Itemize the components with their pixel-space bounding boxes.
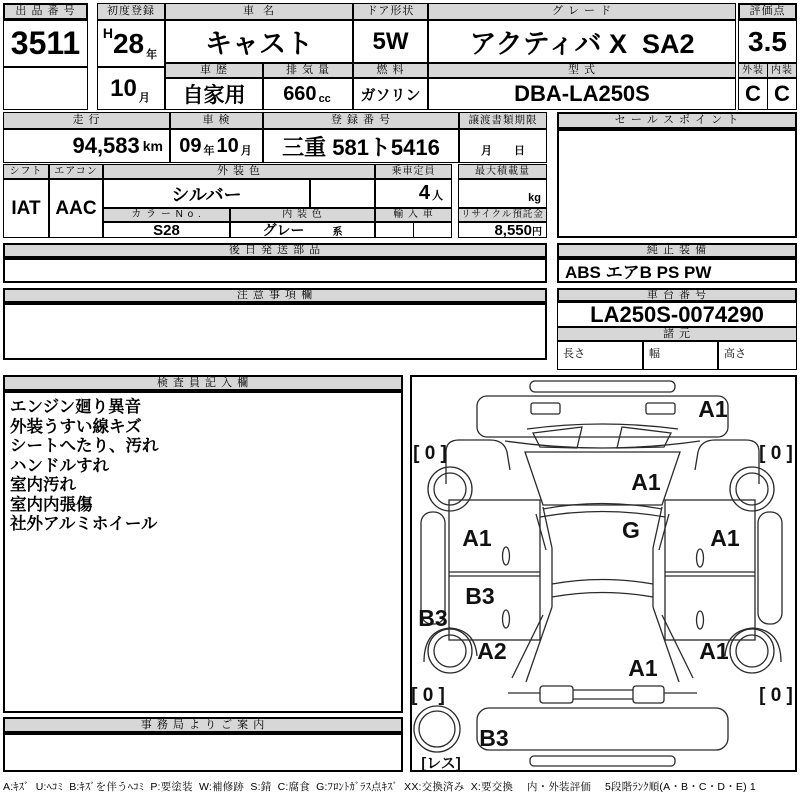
displacement-value	[263, 78, 353, 110]
capacity-value	[375, 179, 452, 208]
interior-color-header: 内 装 色	[230, 208, 375, 222]
model-code-header: 型 式	[428, 63, 736, 78]
right-front-door-code: A1	[710, 525, 740, 551]
spec-length-cell: 長さ	[557, 341, 643, 370]
inspector-note-line: ハンドルすれ	[10, 456, 109, 475]
color-no-header: カ ラ ー N o .	[103, 208, 230, 222]
exterior-grade-header: 外装	[738, 63, 768, 78]
sales-point-header: セ ー ル ス ポ イ ン ト	[557, 112, 797, 129]
first-reg-month-num: 10	[110, 74, 137, 102]
office-info-box	[3, 733, 403, 772]
oem-equipment-header: 純 正 装 備	[557, 243, 797, 258]
exterior-color-header: 外 装 色	[103, 164, 375, 179]
car-outline	[414, 381, 782, 766]
windshield-code: G	[622, 517, 640, 543]
score-value: 3.5	[738, 20, 797, 63]
fuel-value: ガソリン	[353, 78, 428, 110]
chassis-no-value: LA250S-0074290	[557, 302, 797, 327]
hood-code: A1	[631, 469, 661, 495]
transfer-deadline-value: 月 日	[459, 129, 547, 163]
right-rear-wheel-code: A1	[699, 638, 729, 664]
specs-header: 諸 元	[557, 327, 797, 341]
mileage-header: 走 行	[3, 112, 170, 129]
mileage-value	[3, 129, 170, 163]
shaken-year-suffix: 年	[203, 145, 215, 157]
mileage-num: 94,583	[72, 133, 140, 158]
car-damage-diagram	[412, 377, 795, 770]
front-bumper-code: A1	[698, 396, 728, 422]
aircon-value: AAC	[49, 179, 103, 238]
inspector-note-line: 外装うすい線キズ	[10, 417, 142, 436]
import-car-header: 輸 入 車	[375, 208, 452, 222]
car-name-value: キャスト	[165, 20, 353, 63]
first-registration-month	[97, 67, 165, 110]
rear-right-tread: [ 0 ]	[759, 685, 793, 706]
car-history-value: 自家用	[165, 78, 263, 110]
left-rear-door-code: B3	[465, 583, 495, 609]
notes-header: 注 意 事 項 欄	[3, 288, 547, 303]
mileage-unit: km	[142, 138, 163, 154]
rear-bumper-code: B3	[479, 725, 509, 751]
grade-value: アクティバ X SA2	[428, 20, 736, 63]
color-no-value: S28	[103, 222, 230, 238]
inspector-note-line: 室内汚れ	[10, 476, 76, 494]
year-suffix: 年	[146, 49, 158, 61]
inspector-note-line: エンジン廻り異音	[10, 398, 142, 416]
interior-color-name: グレー	[262, 222, 305, 238]
inspector-note-line: シートへたり、汚れ	[10, 437, 159, 455]
capacity-unit: 人	[432, 190, 443, 202]
chassis-no-header: 車 台 番 号	[557, 288, 797, 302]
recycle-deposit-value	[458, 222, 547, 238]
auction-no-header: 出 品 番 号	[3, 3, 88, 20]
recycle-deposit-header: リサイクル預託金	[458, 208, 547, 222]
left-rear-wheel-code: A2	[477, 638, 507, 664]
max-load-value	[458, 179, 547, 208]
displacement-num: 660	[283, 82, 317, 105]
door-shape-value: 5W	[353, 20, 428, 63]
aircon-header: エアコン	[49, 164, 103, 179]
shift-value: IAT	[3, 179, 49, 238]
shaken-month: 10	[216, 134, 239, 157]
left-rocker-code: B3	[418, 605, 448, 631]
exterior-grade-value: C	[738, 78, 768, 110]
displacement-unit: cc	[318, 93, 331, 105]
max-load-unit: kg	[528, 192, 541, 204]
shaken-header: 車 検	[170, 112, 263, 129]
rear-left-tread: [ 0 ]	[412, 685, 445, 706]
car-history-header: 車 歴	[165, 63, 263, 78]
registration-no-value: 三重 581ト5416	[263, 129, 459, 163]
first-registration-year	[97, 20, 165, 67]
inspector-note-line: 室内内張傷	[10, 495, 93, 514]
spec-height-cell: 高さ	[718, 341, 797, 370]
exterior-color-empty-cell	[310, 179, 375, 208]
door-shape-header: ドア形状	[353, 3, 428, 20]
import-car-empty-cell-1	[375, 222, 414, 238]
sales-point-box	[557, 129, 797, 238]
later-parts-header: 後 日 発 送 部 品	[3, 243, 547, 258]
displacement-header: 排 気 量	[263, 63, 353, 78]
front-right-tread: [ 0 ]	[759, 443, 793, 464]
recycle-num: 8,550	[494, 221, 532, 239]
damage-diagram-box	[410, 375, 797, 772]
inspector-note-line: 社外アルミホイール	[10, 515, 158, 533]
inspector-notes-box	[3, 391, 403, 713]
first-reg-year-num: 28	[112, 27, 145, 59]
transfer-deadline-header: 譲渡書類期限	[459, 112, 547, 129]
capacity-header: 乗車定員	[375, 164, 452, 179]
first-registration-header: 初度登録	[97, 3, 165, 20]
grade-header: グ レ ー ド	[428, 3, 736, 20]
score-header: 評価点	[738, 3, 797, 20]
car-name-header: 車 名	[165, 3, 353, 20]
registration-no-header: 登 録 番 号	[263, 112, 459, 129]
later-parts-box	[3, 258, 547, 283]
interior-color-suffix: 系	[332, 226, 343, 238]
era-letter: H	[102, 25, 113, 41]
spare-tire-note: [レス]	[421, 755, 461, 770]
office-info-header: 事 務 局 よ り ご 案 内	[3, 717, 403, 733]
shift-header: シフト	[3, 164, 49, 179]
month-suffix: 月	[138, 92, 150, 104]
damage-code-legend: A:ｷｽﾞ U:ﾍｺﾐ B:ｷｽﾞを伴うﾍｺﾐ P:要塗装 W:補修跡 S:錆 C:腐食 G:ﾌﾛﾝﾄｶﾞﾗｽ点ｷｽﾞ XX:交換済み X:要交換 内・外装評価 5段階ﾗﾝｸ順(A・B・C・D・E) 1	[3, 781, 756, 793]
notes-box	[3, 303, 547, 360]
tailgate-code: A1	[628, 655, 658, 681]
oem-equipment-value: ABS エアB PS PW	[557, 258, 797, 283]
shaken-year: 09	[179, 134, 202, 157]
front-left-tread: [ 0 ]	[413, 443, 447, 464]
model-code-value: DBA-LA250S	[428, 78, 736, 110]
interior-grade-header: 内装	[767, 63, 797, 78]
inspector-notes-header: 検 査 員 記 入 欄	[3, 375, 403, 391]
interior-color-value	[230, 222, 375, 238]
max-load-header: 最大積載量	[458, 164, 547, 179]
fuel-header: 燃 料	[353, 63, 428, 78]
auction-no-empty-cell	[3, 67, 88, 110]
shaken-value	[170, 129, 263, 163]
exterior-color-value: シルバー	[103, 179, 310, 208]
capacity-num: 4	[418, 182, 430, 204]
shaken-month-suffix: 月	[240, 145, 252, 157]
auction-no-value: 3511	[3, 20, 88, 67]
recycle-unit: 円	[532, 226, 542, 238]
import-car-empty-cell-2	[413, 222, 452, 238]
left-front-door-code: A1	[462, 525, 492, 551]
spec-width-cell: 幅	[643, 341, 718, 370]
interior-grade-value: C	[767, 78, 797, 110]
